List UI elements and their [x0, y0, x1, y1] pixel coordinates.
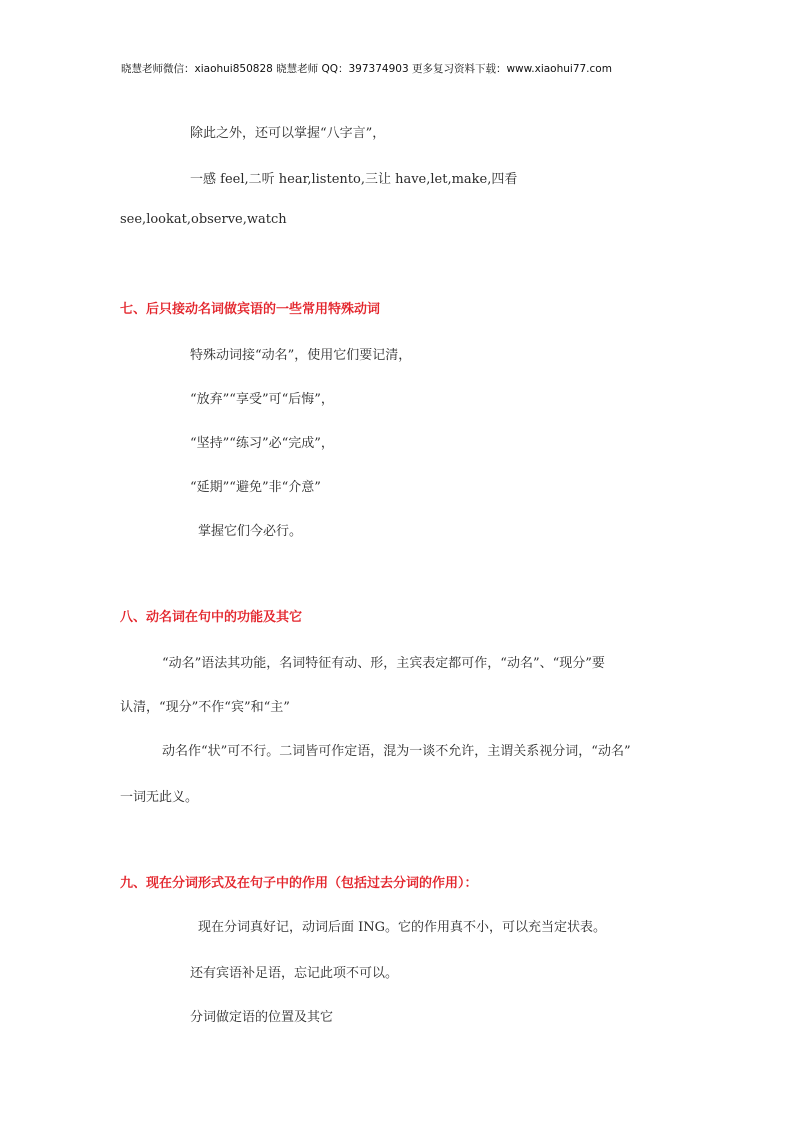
- rhyme-line: “延期”“避免”非“介意”: [190, 480, 321, 495]
- section-heading-7: 七、后只接动名词做宾语的一些常用特殊动词: [120, 302, 381, 317]
- paragraph-line: 一感 feel,二听 hear,listento,三让 have,let,make,四看: [190, 172, 518, 187]
- section-heading-8: 八、动名词在句中的功能及其它: [120, 610, 303, 625]
- paragraph-line: “动名”语法其功能，名词特征有动、形，主宾表定都可作，“动名”、“现分”要: [162, 656, 605, 671]
- paragraph-line: 动名作“状”可不行。二词皆可作定语，混为一谈不允许，主谓关系视分词，“动名”: [162, 744, 631, 759]
- section-heading-9: 九、现在分词形式及在句子中的作用（包括过去分词的作用）：: [120, 876, 478, 891]
- rhyme-line: 特殊动词接“动名”，使用它们要记清，: [190, 348, 412, 363]
- paragraph-line: 认清，“现分”不作“宾”和“主”: [120, 700, 290, 715]
- rhyme-line: 还有宾语补足语，忘记此项不可以。: [190, 966, 399, 981]
- paragraph-line: 一词无此义。: [120, 790, 199, 805]
- paragraph-line: see,lookat,observe,watch: [120, 212, 287, 227]
- rhyme-line: 分词做定语的位置及其它: [190, 1010, 334, 1025]
- rhyme-line: 现在分词真好记，动词后面 ING。它的作用真不小，可以充当定状表。: [198, 920, 607, 935]
- rhyme-line: 掌握它们今必行。: [198, 524, 303, 539]
- paragraph-line: 除此之外，还可以掌握“八字言”，: [190, 126, 386, 141]
- page-header: 晓慧老师微信：xiaohui850828 晓慧老师 QQ：397374903 更多复习资料下载：www.xiaohui77.com: [121, 63, 612, 75]
- rhyme-line: “放弃”“享受”可“后悔”，: [190, 392, 334, 407]
- rhyme-line: “坚持”“练习”必“完成”，: [190, 436, 334, 451]
